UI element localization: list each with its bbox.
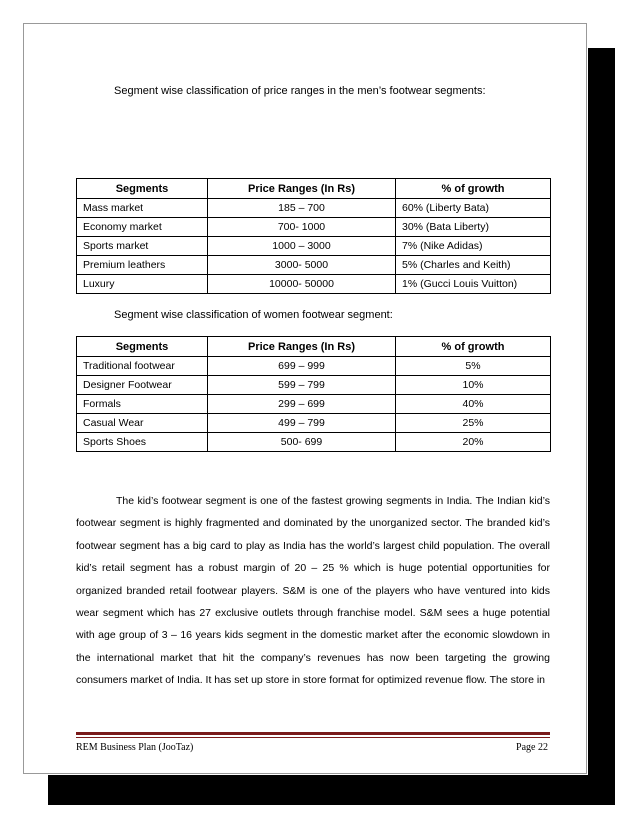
cell-segment: Mass market	[77, 199, 208, 218]
footer-divider-thin	[76, 737, 550, 738]
table-row	[77, 433, 551, 452]
cell-growth: 30% (Bata Liberty)	[396, 218, 551, 237]
table-row	[77, 376, 551, 395]
mens-table-caption: Segment wise classification of price ranges in the men’s footwear segments:	[114, 85, 486, 97]
cell-price-range: 699 – 999	[208, 357, 396, 376]
womens-table-caption: Segment wise classification of women footwear segment:	[114, 309, 393, 321]
cell-segment: Sports Shoes	[77, 433, 208, 452]
cell-segment: Luxury	[77, 275, 208, 294]
document-page	[23, 23, 587, 774]
table-row	[77, 395, 551, 414]
page-shadow-right	[588, 48, 615, 805]
cell-price-range: 499 – 799	[208, 414, 396, 433]
column-header-price-ranges: Price Ranges (In Rs)	[208, 179, 396, 199]
column-header-price-ranges: Price Ranges (In Rs)	[208, 337, 396, 357]
cell-growth: 5% (Charles and Keith)	[396, 256, 551, 275]
cell-price-range: 599 – 799	[208, 376, 396, 395]
cell-segment: Traditional footwear	[77, 357, 208, 376]
table-row	[77, 218, 551, 237]
cell-segment: Sports market	[77, 237, 208, 256]
cell-price-range: 3000- 5000	[208, 256, 396, 275]
cell-growth: 5%	[396, 357, 551, 376]
cell-growth: 1% (Gucci Louis Vuitton)	[396, 275, 551, 294]
cell-price-range: 1000 – 3000	[208, 237, 396, 256]
table-row	[77, 357, 551, 376]
cell-price-range: 10000- 50000	[208, 275, 396, 294]
cell-growth: 10%	[396, 376, 551, 395]
table-row	[77, 275, 551, 294]
table-row	[77, 199, 551, 218]
column-header-segments: Segments	[77, 337, 208, 357]
footer-divider	[76, 732, 550, 735]
table-row	[77, 414, 551, 433]
column-header-growth: % of growth	[396, 179, 551, 199]
column-header-growth: % of growth	[396, 337, 551, 357]
cell-price-range: 700- 1000	[208, 218, 396, 237]
table-row	[77, 237, 551, 256]
cell-price-range: 299 – 699	[208, 395, 396, 414]
footer-document-title: REM Business Plan (JooTaz)	[76, 742, 194, 753]
cell-growth: 25%	[396, 414, 551, 433]
cell-growth: 40%	[396, 395, 551, 414]
womens-segments-table	[76, 336, 551, 452]
table-header-row	[77, 179, 551, 199]
column-header-segments: Segments	[77, 179, 208, 199]
cell-segment: Economy market	[77, 218, 208, 237]
page-shadow-bottom	[48, 775, 615, 805]
cell-price-range: 185 – 700	[208, 199, 396, 218]
footer-page-number: Page 22	[516, 742, 548, 753]
cell-growth: 7% (Nike Adidas)	[396, 237, 551, 256]
cell-segment: Casual Wear	[77, 414, 208, 433]
mens-segments-table	[76, 178, 551, 294]
body-paragraph: The kid’s footwear segment is one of the fastest growing segments in India. The Indian kid’s footwear segment is highly fragmented and dominated by the unorganized sector. The branded kid’s footwear segment has a big card to play as India has the world’s largest child population. The overall kid’s retail segment has a robust margin of 20 – 25 % which is huge potential opportunities for organized branded retail footwear players. S&M is one of the players who have ventured into kids wear segment which has 27 exclusive outlets through franchise model. S&M sees a huge potential with age group of 3 – 16 years kids segment in the domestic market after the economic slowdown in the international market that hit the company’s revenues has now been targeting the growing consumers market of India. It has set up store in store format for optimized revenue flow. The store in	[76, 495, 550, 687]
cell-segment: Formals	[77, 395, 208, 414]
table-row	[77, 256, 551, 275]
cell-segment: Designer Footwear	[77, 376, 208, 395]
cell-segment: Premium leathers	[77, 256, 208, 275]
table-header-row	[77, 337, 551, 357]
cell-growth: 60% (Liberty Bata)	[396, 199, 551, 218]
cell-growth: 20%	[396, 433, 551, 452]
cell-price-range: 500- 699	[208, 433, 396, 452]
